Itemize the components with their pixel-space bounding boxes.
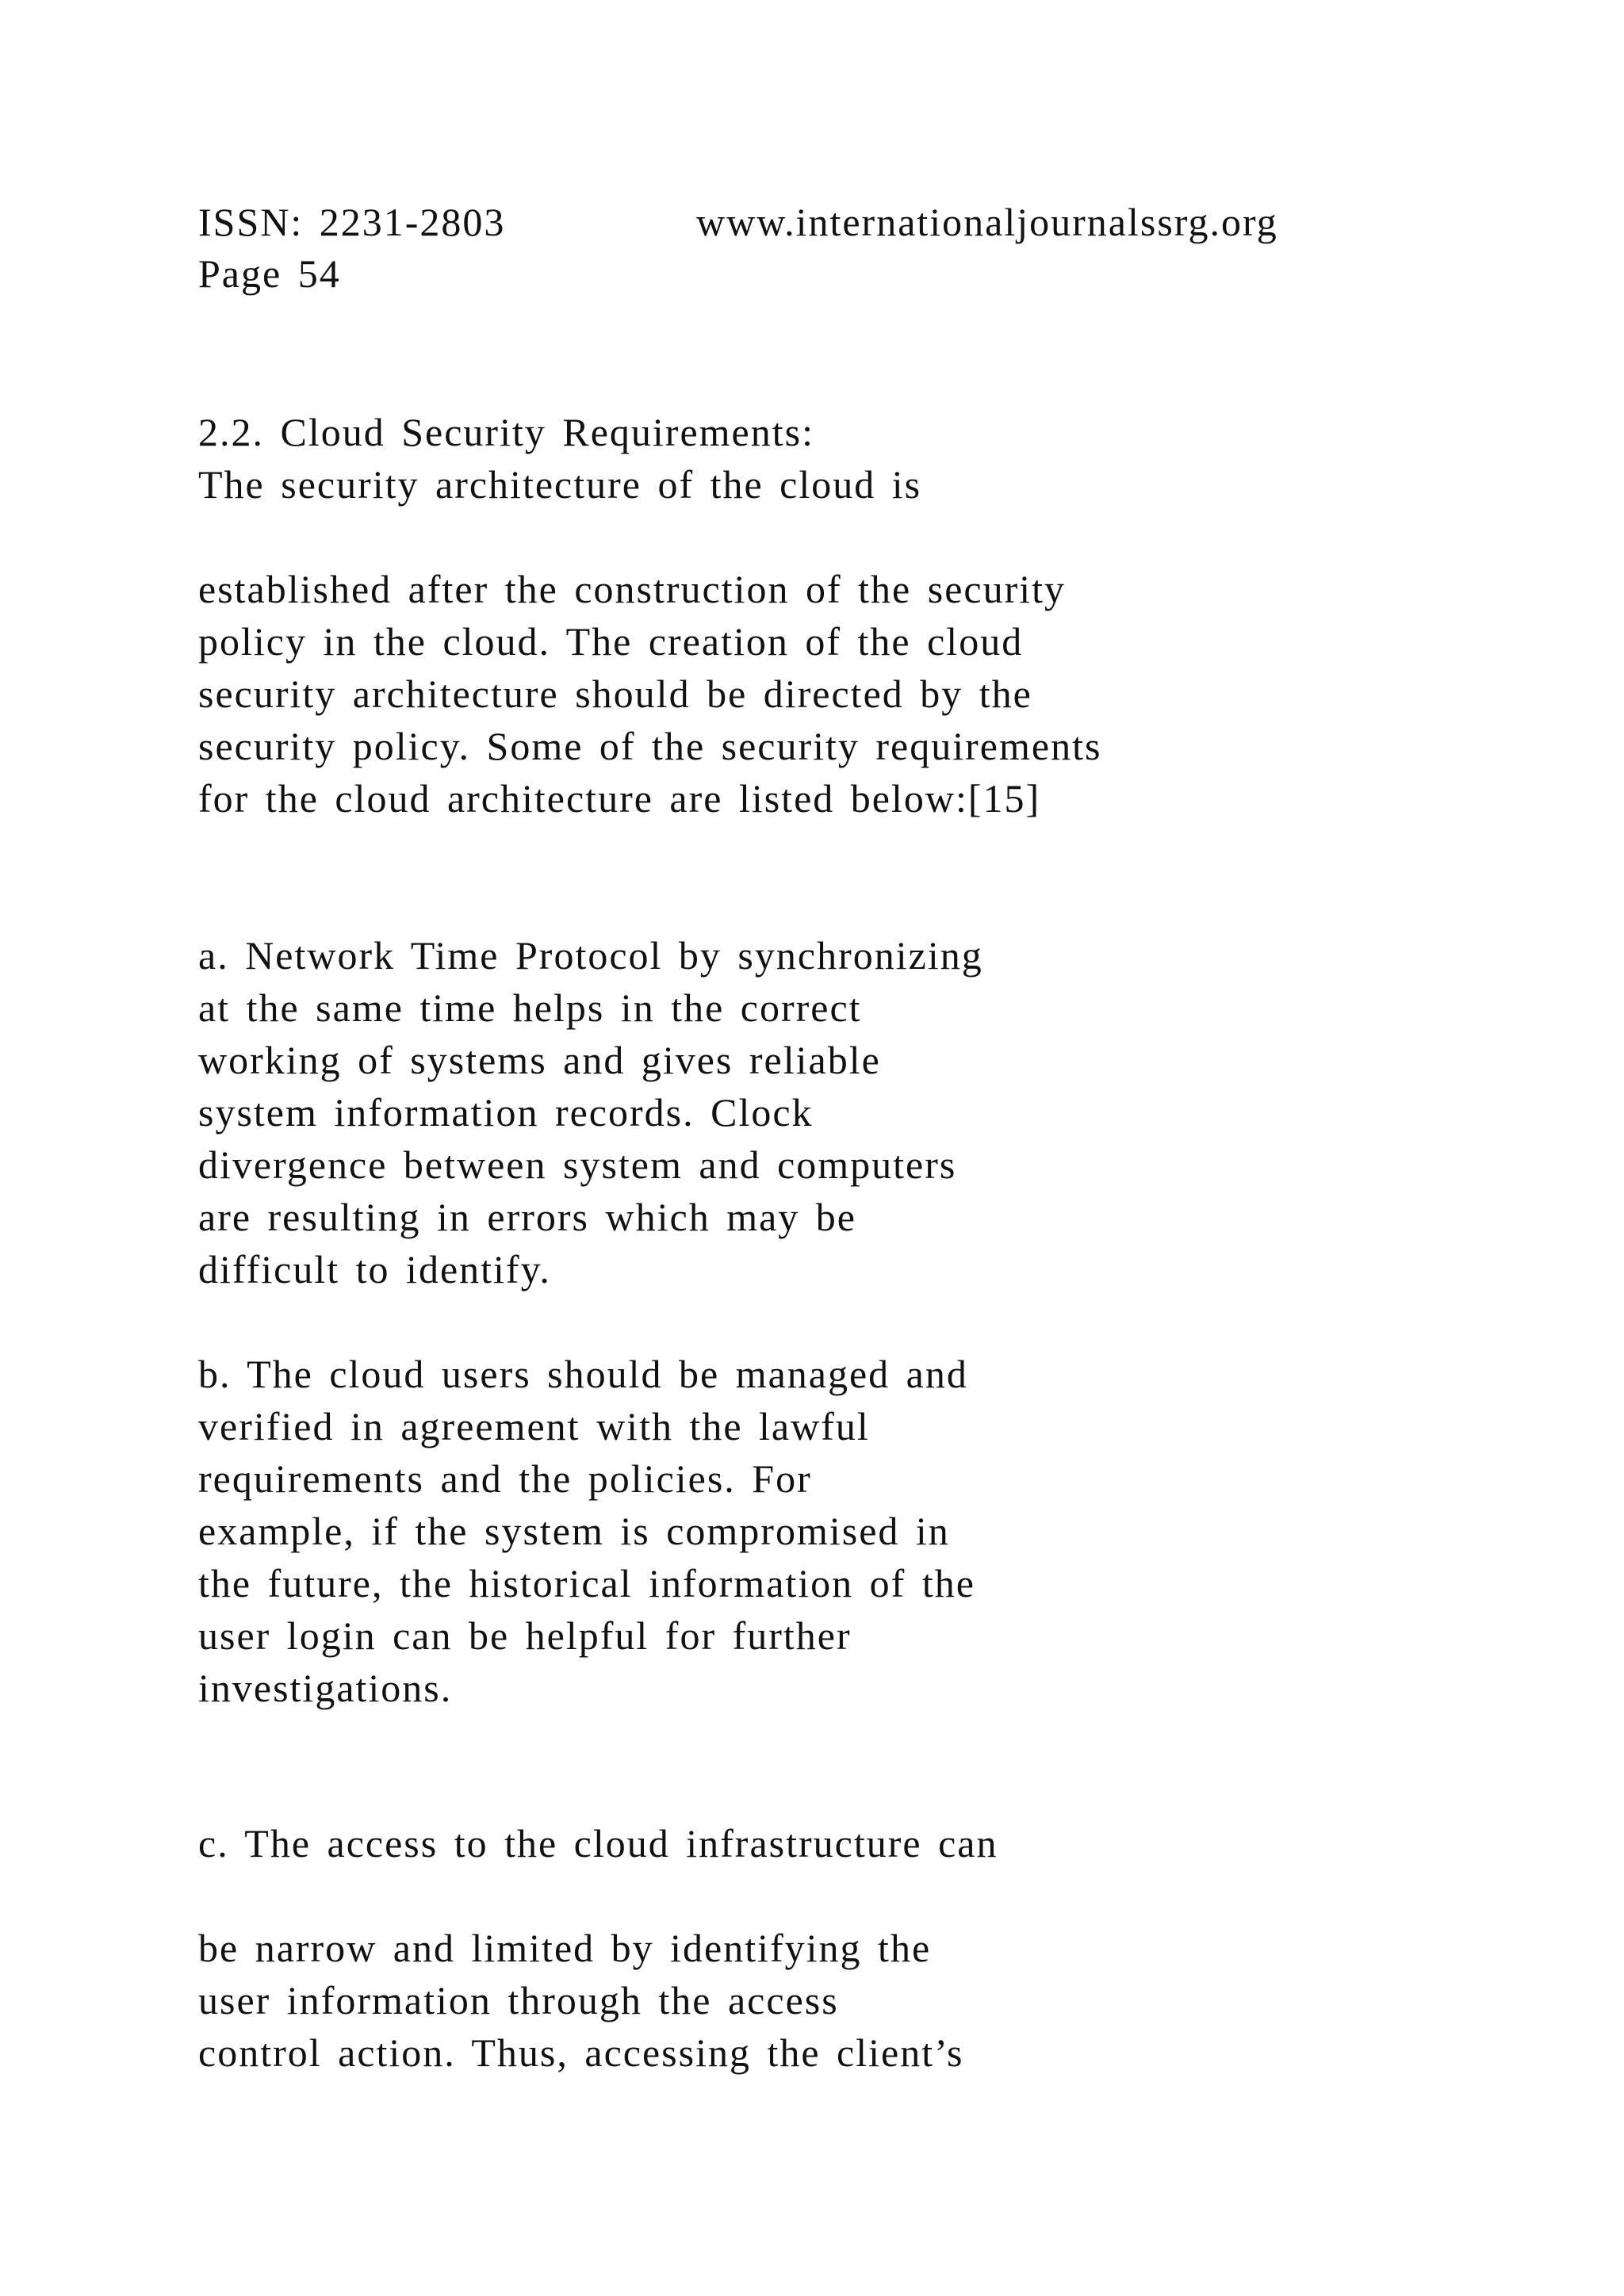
list-item-a-line: a. Network Time Protocol by synchronizing [198,933,983,978]
list-item-b-line: b. The cloud users should be managed and [198,1352,968,1396]
list-item-c-line: user information through the access [198,1978,839,2022]
list-item-c-line: be narrow and limited by identifying the [198,1926,932,1970]
list-item-a-line: are resulting in errors which may be [198,1195,856,1239]
list-item-a-line: divergence between system and computers [198,1142,957,1187]
section-heading: 2.2. Cloud Security Requirements: [198,410,814,454]
list-item-a-line: working of systems and gives reliable [198,1038,881,1082]
list-item-b-line: the future, the historical information of the [198,1561,975,1605]
list-item-a-line: at the same time helps in the correct [198,985,862,1030]
list-item-b-line: verified in agreement with the lawful [198,1404,870,1448]
issn-number: ISSN: 2231-2803 [198,200,506,244]
list-item-b-line: investigations. [198,1666,453,1710]
paragraph-line: policy in the cloud. The creation of the cloud [198,619,1024,664]
list-item-a-line: system information records. Clock [198,1090,814,1135]
paragraph-line: established after the construction of the security [198,567,1067,611]
paragraph-line: for the cloud architecture are listed below:[15] [198,776,1041,821]
page-number: Page 54 [198,251,341,296]
paragraph-line: security policy. Some of the security requirements [198,724,1102,768]
list-item-c-line: control action. Thus, accessing the client’s [198,2030,964,2075]
list-item-b-line: example, if the system is compromised in [198,1509,950,1553]
list-item-b-line: user login can be helpful for further [198,1613,852,1658]
intro-line: The security architecture of the cloud is [198,462,922,507]
journal-url[interactable]: www.internationaljournalssrg.org [696,200,1278,244]
list-item-b-line: requirements and the policies. For [198,1456,812,1501]
list-item-a-line: difficult to identify. [198,1247,551,1292]
list-item-c-line: c. The access to the cloud infrastructure can [198,1821,998,1866]
paragraph-line: security architecture should be directed by the [198,672,1032,716]
